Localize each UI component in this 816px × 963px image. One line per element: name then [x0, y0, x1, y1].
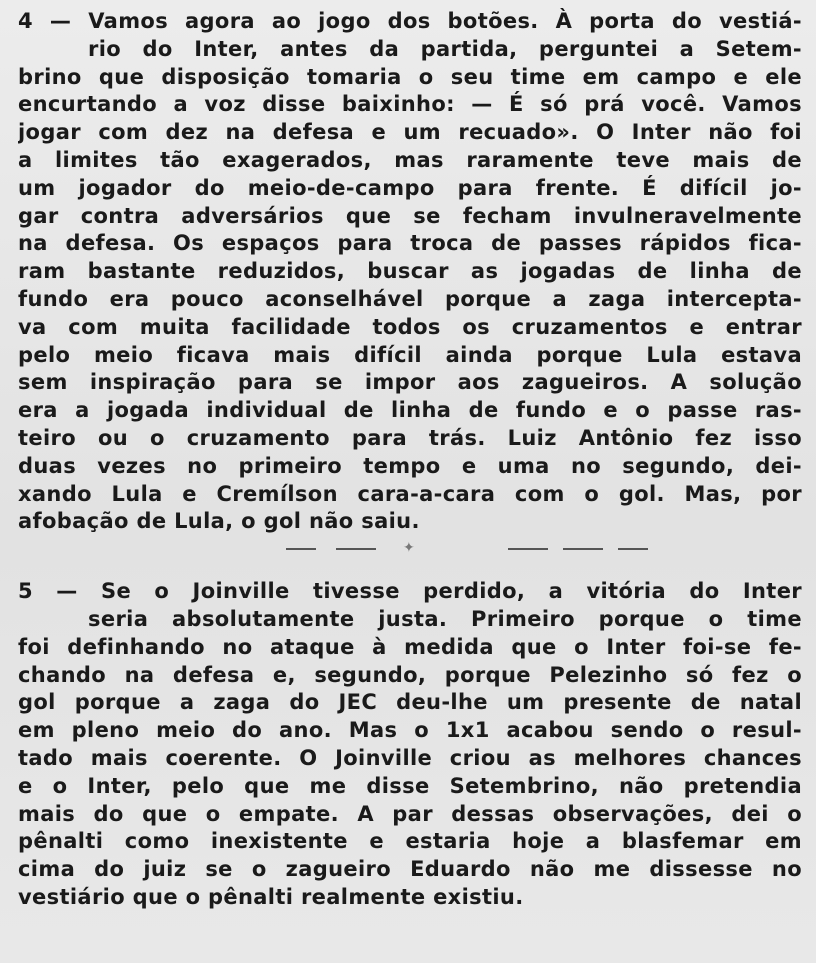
separator-dash: [563, 548, 603, 550]
text-line: brino que disposição tomaria o seu time em campo e ele: [18, 64, 802, 89]
text-line: seria absolutamente justa. Primeiro porque o time: [88, 606, 802, 631]
text-line: encurtando a voz disse baixinho: — É só prá você. Vamos: [18, 92, 802, 117]
separator-dash: [336, 548, 376, 550]
text-line: chando na defesa e, segundo, porque Pelezinho só fez o: [18, 662, 802, 687]
text-line: mais do que o empate. A par dessas observações, dei o: [18, 801, 802, 826]
text-line: cima do juiz se o zagueiro Eduardo não me dissesse no: [18, 857, 802, 882]
text-line: fundo era pouco aconselhável porque a zaga intercepta-: [18, 286, 802, 311]
text-line: 4 — Vamos agora ao jogo dos botões. À porta do vestiá-: [18, 9, 802, 33]
text-line: e o Inter, pelo que me disse Setembrino, não pretendia: [18, 773, 802, 798]
text-line: va com muita facilidade todos os cruzamentos e entrar: [18, 314, 802, 339]
separator-dash: [286, 548, 316, 550]
text-line: rio do Inter, antes da partida, perguntei a Setem-: [88, 36, 802, 61]
section-separator: [18, 538, 802, 574]
text-line: gol porque a zaga do JEC deu-lhe um presente de natal: [18, 690, 802, 715]
text-line: sem inspiração para se impor aos zagueiros. A solução: [18, 370, 802, 395]
text-line: afobação de Lula, o gol não saiu.: [18, 509, 420, 534]
separator-ornament-icon: ✦: [403, 540, 416, 557]
text-line: a limites tão exagerados, mas raramente teve mais de: [18, 147, 802, 172]
text-line: gar contra adversários que se fecham invulneravelmente: [18, 203, 802, 228]
text-line: duas vezes no primeiro tempo e uma no segundo, dei-: [18, 453, 802, 478]
text-line: jogar com dez na defesa e um recuado». O Inter não foi: [18, 120, 802, 145]
text-line: tado mais coerente. O Joinville criou as melhores chances: [18, 745, 802, 770]
separator-dash: [618, 548, 648, 550]
text-line: teiro ou o cruzamento para trás. Luiz Antônio fez isso: [18, 425, 802, 450]
text-line: pelo meio ficava mais difícil ainda porque Lula estava: [18, 342, 802, 367]
text-line: pênalti como inexistente e estaria hoje a blasfemar em: [18, 829, 802, 854]
text-line: foi definhando no ataque à medida que o Inter foi-se fe-: [18, 634, 802, 659]
text-line: ram bastante reduzidos, buscar as jogadas de linha de: [18, 259, 802, 284]
text-line: na defesa. Os espaços para troca de passes rápidos fica-: [18, 231, 802, 256]
text-line: 5 — Se o Joinville tivesse perdido, a vitória do Inter: [18, 579, 802, 604]
separator-dash: [508, 548, 548, 550]
text-line: um jogador do meio-de-campo para frente. É difícil jo-: [18, 175, 802, 200]
text-line: em pleno meio do ano. Mas o 1x1 acabou sendo o resul-: [18, 718, 802, 743]
paragraph-5: [18, 578, 802, 912]
text-line: vestiário que o pênalti realmente existiu.: [18, 884, 524, 909]
text-line: era a jogada individual de linha de fundo e o passe ras-: [18, 398, 802, 423]
paragraph-4: [18, 8, 802, 536]
text-line: xando Lula e Cremílson cara-a-cara com o gol. Mas, por: [18, 481, 802, 506]
